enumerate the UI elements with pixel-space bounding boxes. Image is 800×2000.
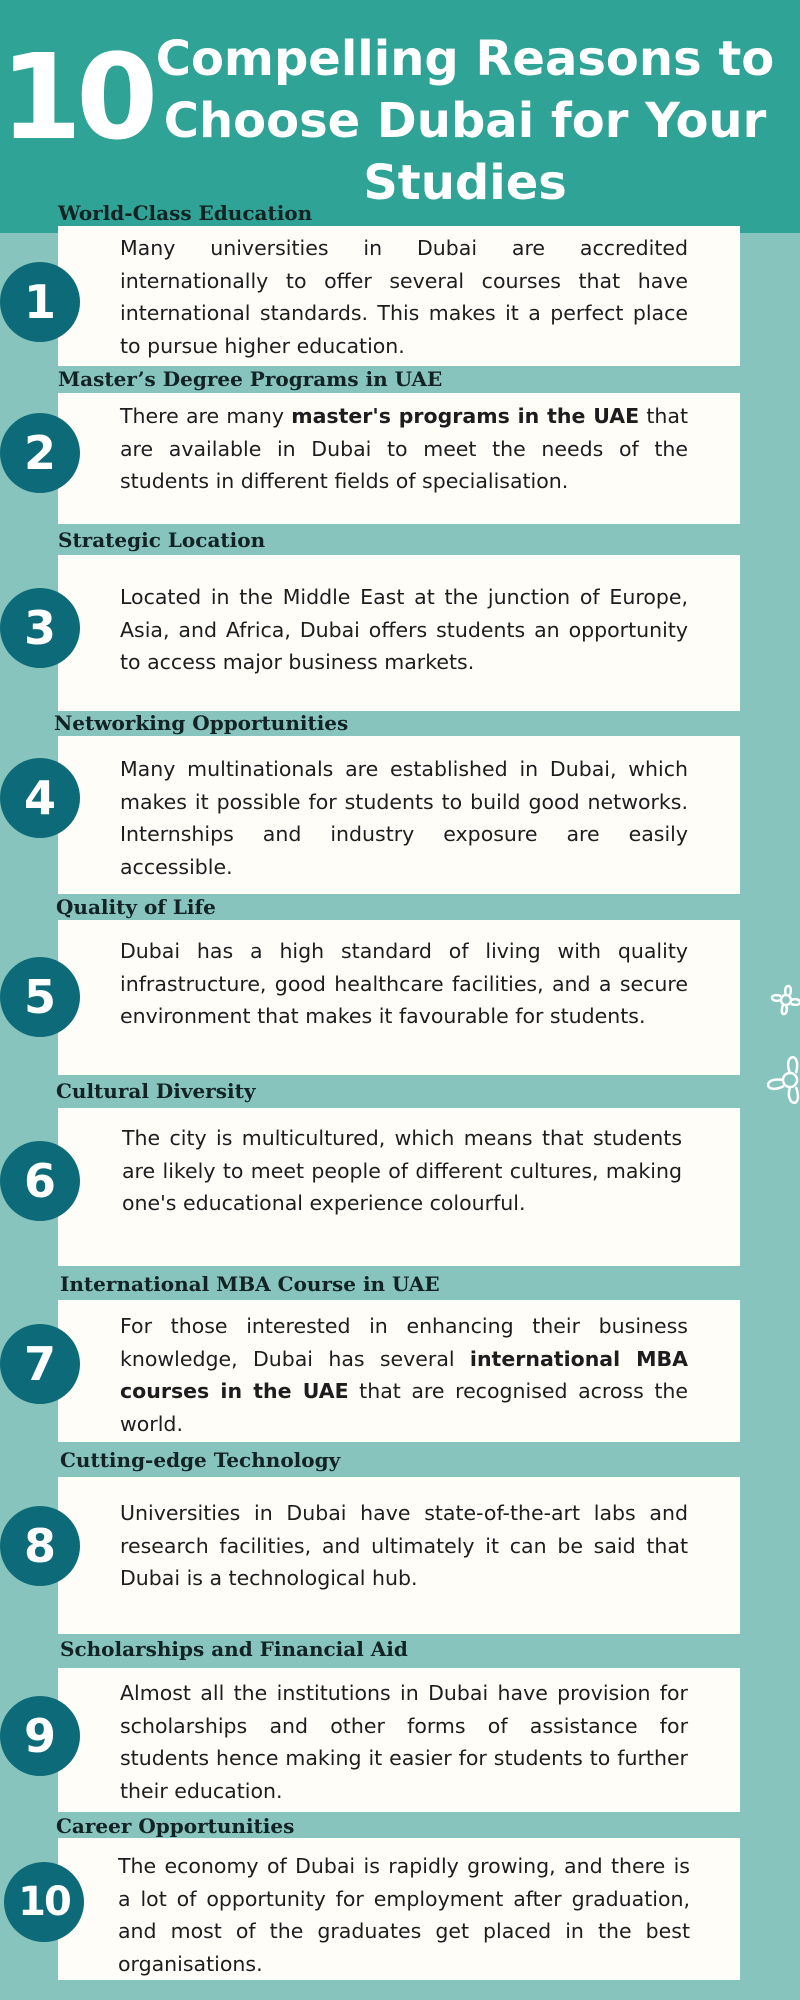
reason-text-5: Dubai has a high standard of living with quality infrastructure, good healthcare facilities, and a secure environment that makes it favourable for students. <box>120 939 688 1028</box>
reason-title-2: Master’s Degree Programs in UAE <box>58 367 443 391</box>
page-title: Compelling Reasons to Choose Dubai for Your Studies <box>155 31 775 211</box>
reason-number-badge-1: 1 <box>0 262 80 342</box>
reason-card-3 <box>58 555 740 711</box>
reason-title-1: World-Class Education <box>58 201 313 225</box>
reason-text-7: For those interested in enhancing their business knowledge, Dubai has several international MBA courses in the UAE that are recognised across the world. <box>120 1314 688 1436</box>
reason-title-7: International MBA Course in UAE <box>60 1272 440 1296</box>
header-banner <box>0 0 800 233</box>
reason-title-3: Strategic Location <box>58 528 266 552</box>
reason-card-7 <box>58 1300 740 1442</box>
reason-card-2 <box>58 393 740 524</box>
reason-text-1: Many universities in Dubai are accredited internationally to offer several courses that have international standards. This makes it a perfect place to pursue higher education. <box>120 236 688 358</box>
reason-title-6: Cultural Diversity <box>56 1079 256 1103</box>
reason-card-8 <box>58 1477 740 1634</box>
reason-text-3: Located in the Middle East at the junction of Europe, Asia, and Africa, Dubai offers students an opportunity to access major business markets. <box>120 585 688 674</box>
reason-number-badge-2: 2 <box>0 413 80 493</box>
reason-text-7-highlight: international MBA courses in the UAE <box>120 1346 688 1403</box>
flower-icon <box>756 968 800 1028</box>
reason-number-badge-7: 7 <box>0 1324 80 1404</box>
reason-number-badge-8: 8 <box>0 1506 80 1586</box>
reason-card-6 <box>58 1108 740 1266</box>
reason-text-2: There are many master's programs in the UAE that are available in Dubai to meet the needs of the students in different fields of specialisation. <box>120 404 688 493</box>
reason-card-1 <box>58 226 740 366</box>
reason-card-5 <box>58 920 740 1075</box>
reason-title-8: Cutting-edge Technology <box>60 1448 341 1472</box>
reason-text-4: Many multinationals are established in Dubai, which makes it possible for students to build good networks. Internships and industry exposure are easily accessible. <box>120 757 688 879</box>
reason-card-9 <box>58 1668 740 1812</box>
reason-text-6: The city is multicultured, which means that students are likely to meet people of different cultures, making one's educational experience colourful. <box>122 1126 682 1215</box>
reason-title-5: Quality of Life <box>56 895 216 919</box>
reason-title-9: Scholarships and Financial Aid <box>60 1637 408 1661</box>
reason-number-badge-3: 3 <box>0 588 80 668</box>
reason-number-badge-10: 10 <box>4 1862 84 1942</box>
reason-number-badge-4: 4 <box>0 758 80 838</box>
flower-icon <box>750 1040 800 1120</box>
reason-title-10: Career Opportunities <box>56 1814 295 1838</box>
reason-number-badge-9: 9 <box>0 1696 80 1776</box>
reason-number-badge-6: 6 <box>0 1141 80 1221</box>
reason-title-4: Networking Opportunities <box>54 711 349 735</box>
reason-text-9: Almost all the institutions in Dubai have provision for scholarships and other forms of assistance for students hence making it easier for students to further their education. <box>120 1681 688 1803</box>
reason-text-2-highlight: master's programs in the UAE <box>291 404 640 428</box>
reason-text-10: The economy of Dubai is rapidly growing, and there is a lot of opportunity for employment after graduation, and most of the graduates get placed in the best organisations. <box>118 1854 690 1976</box>
reason-text-8: Universities in Dubai have state-of-the-art labs and research facilities, and ultimately it can be said that Dubai is a technological hub. <box>120 1501 688 1590</box>
reason-number-badge-5: 5 <box>0 957 80 1037</box>
header-number: 10 <box>0 28 153 166</box>
reason-card-4 <box>58 736 740 894</box>
reason-card-10 <box>58 1838 740 1980</box>
